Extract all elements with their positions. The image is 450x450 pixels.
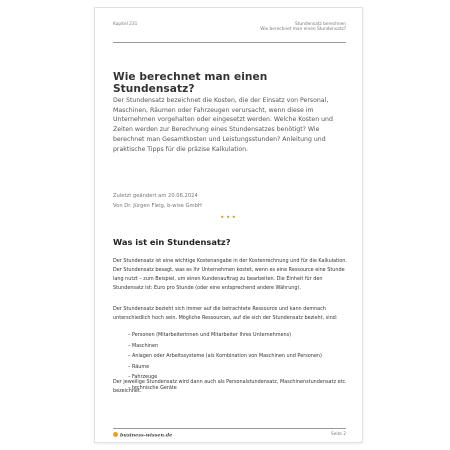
list-item: – Personen (Mitarbeiterinnen und Mitarbeiter Ihres Unternehmens): [128, 330, 348, 341]
section-paragraph-1: Der Stundensatz ist eine wichtige Kostenangabe in der Kostenrechnung und für die Kalkulation. Der Stundensatz besagt, was es Ihr Unternehmen kostet, wenn es eine Ressource eine Stunde lang nutzt – zum Beispiel, um einen Kundenauftrag zu bearbeiten. Die Einheit für den Stundensatz ist: Euro pro Stunde (oder eine entsprechend andere Währung).: [113, 258, 347, 291]
section-paragraph-3: Der jeweilige Stundensatz wird dann auch als Personalstundensatz, Maschinenstundensatz etc. bezeichnet.: [113, 379, 347, 394]
section-heading: Was ist ein Stundensatz?: [113, 237, 231, 247]
intro-paragraph: Der Stundensatz bezeichnet die Kosten, die der Einsatz von Personal, Maschinen, Räumen oder Fahrzeugen verursacht, wenn diese im Unternehmen vorgehalten oder eingesetzt werden. Welche Kosten und Zeiten werden zur Berechnung eines Stundensatzes benötigt? Wie berechnet man Gesamtkosten und Leistungsstunden? Anleitung und praktische Tipps für die präzise Kalkulation.: [113, 97, 333, 153]
page-footer: [113, 428, 346, 441]
header-subtopic: Wie berechnet man einen Stundensatz?: [260, 27, 346, 33]
document-page: [95, 8, 362, 442]
page-header: [113, 22, 346, 43]
list-item: – technische Geräte: [128, 383, 348, 394]
header-right: [260, 22, 346, 33]
list-item: – Maschinen: [128, 341, 348, 352]
page-title: Wie berechnet man einen Stundensatz?: [113, 71, 268, 95]
last-updated: Zuletzt geändert am 20.06.2024: [113, 193, 198, 199]
logo-text: business-wissen.de: [120, 432, 173, 439]
chapter-label: Kapitel 231: [113, 22, 138, 27]
section-paragraph-2: Der Stundensatz bezieht sich immer auf die betrachtete Ressource und kann demnach unterschiedlich hoch sein. Mögliche Ressourcen, auf die sich der Stundensatz bezieht, sind:: [113, 306, 338, 321]
article-meta: [113, 191, 348, 211]
list-item: – Anlagen oder Arbeitssysteme (als Kombination von Maschinen und Personen): [128, 351, 348, 362]
logo-dot-icon: [113, 432, 118, 437]
section-separator: •••: [219, 213, 238, 222]
author-line: Von Dr. Jürgen Fleig, b-wise GmbH: [113, 203, 202, 209]
list-item: – Fahrzeuge: [128, 372, 348, 383]
list-item: – Räume: [128, 362, 348, 373]
header-topic: Stundensatz berechnen: [295, 22, 346, 27]
page-number: Seite 2: [331, 432, 346, 437]
site-logo[interactable]: [113, 432, 172, 439]
